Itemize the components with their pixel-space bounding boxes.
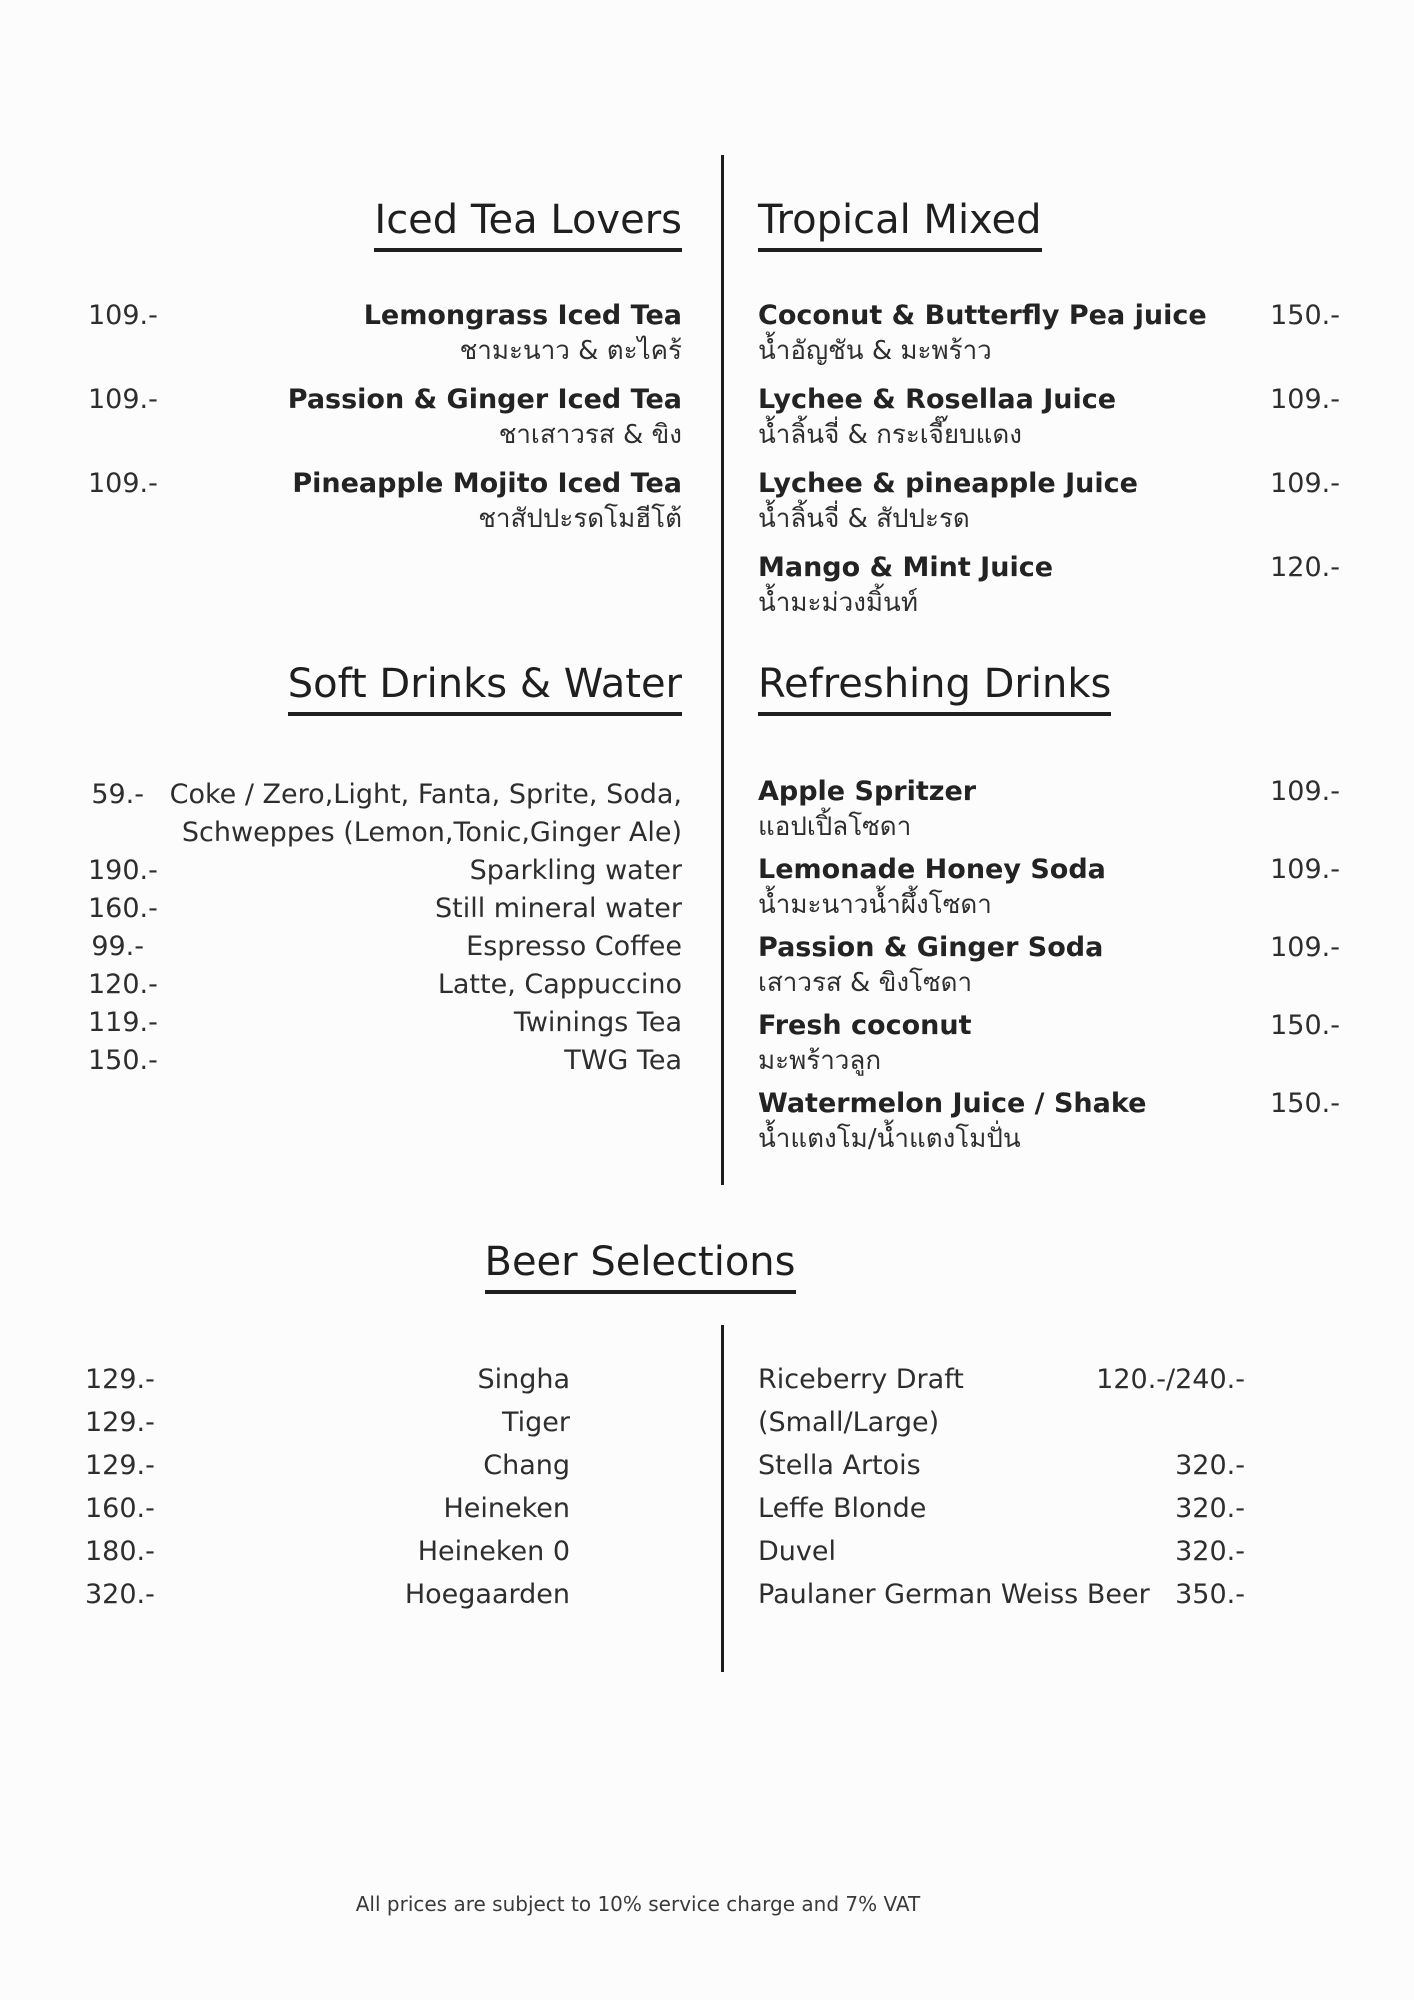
section-title-text: Iced Tea Lovers <box>374 198 682 252</box>
soft-drinks-item-list <box>88 776 682 1080</box>
menu-item-line <box>758 1086 1340 1122</box>
item-thai-name: น้ำแตงโม/น้ำแตงโมปั่น <box>758 1124 1021 1154</box>
menu-item <box>758 1086 1340 1157</box>
item-name: Espresso Coffee <box>466 931 682 962</box>
section-title-beer <box>0 1240 1280 1294</box>
item-price: 99.- <box>91 931 144 962</box>
item-price: 109.- <box>1270 932 1340 963</box>
item-price: 150.- <box>1270 300 1340 331</box>
item-name: Watermelon Juice / Shake <box>758 1088 1147 1119</box>
menu-item-line <box>758 1008 1340 1044</box>
menu-item-line <box>758 466 1340 502</box>
menu-item-line <box>88 382 682 418</box>
item-price: 109.- <box>1270 776 1340 807</box>
item-name: Mango & Mint Juice <box>758 552 1054 583</box>
item-name: Sparkling water <box>469 855 682 886</box>
item-price: 59.- <box>91 779 144 810</box>
item-thai-name: น้ำลิ้นจี่ & สัปปะรด <box>758 504 970 534</box>
item-name: Fresh coconut <box>758 1010 972 1041</box>
item-price: 119.- <box>88 1007 158 1038</box>
item-price: 109.- <box>88 300 158 331</box>
item-thai-name: น้ำลิ้นจี่ & กระเจี๊ยบแดง <box>758 420 1022 450</box>
item-price: 350.- <box>1175 1579 1245 1610</box>
item-thai-name: น้ำอัญชัน & มะพร้าว <box>758 336 992 366</box>
menu-item-line <box>85 1530 570 1573</box>
item-price: 150.- <box>1270 1088 1340 1119</box>
item-price: 320.- <box>1175 1536 1245 1567</box>
item-price: 129.- <box>85 1450 155 1481</box>
item-name: Lychee & Rosellaa Juice <box>758 384 1117 415</box>
menu-item-line <box>758 550 1340 586</box>
item-price: 160.- <box>85 1493 155 1524</box>
menu-item-line <box>85 1573 570 1616</box>
item-price: 320.- <box>85 1579 155 1610</box>
section-title-refreshing <box>758 662 1340 716</box>
item-name: Singha <box>477 1364 570 1395</box>
item-price: 180.- <box>85 1536 155 1567</box>
item-price: 320.- <box>1175 1450 1245 1481</box>
item-thai-name: ชาเสาวรส & ขิง <box>498 420 682 450</box>
item-name: Paulaner German Weiss Beer <box>758 1579 1150 1610</box>
menu-item-line <box>758 1358 1245 1444</box>
menu-item <box>758 550 1340 621</box>
item-thai-name: ชาสัปปะรดโมฮีโต้ <box>478 504 682 534</box>
item-name: Coconut & Butterfly Pea juice <box>758 300 1207 331</box>
item-price: 109.- <box>1270 854 1340 885</box>
menu-item-line <box>85 1358 570 1401</box>
menu-item-line <box>88 928 682 966</box>
menu-item-line <box>88 466 682 502</box>
column-divider-beer <box>721 1325 724 1672</box>
menu-item <box>758 466 1340 537</box>
item-name: Passion & Ginger Soda <box>758 932 1104 963</box>
item-name: Tiger <box>501 1407 570 1438</box>
item-name: Lemongrass Iced Tea <box>363 300 682 331</box>
item-name: Lychee & pineapple Juice <box>758 468 1138 499</box>
section-title-text: Beer Selections <box>485 1240 796 1294</box>
menu-item-line <box>758 1487 1245 1530</box>
menu-item-line <box>758 298 1340 334</box>
item-thai-name: แอปเปิ้ลโซดา <box>758 812 912 842</box>
menu-item-line <box>758 852 1340 888</box>
item-price: 120.- <box>88 969 158 1000</box>
footer-note: All prices are subject to 10% service charge and 7% VAT <box>355 1892 921 1916</box>
item-name: Lemonade Honey Soda <box>758 854 1106 885</box>
tropical-item-list <box>758 298 1340 634</box>
item-name: Duvel <box>758 1536 836 1567</box>
menu-item <box>758 930 1340 1001</box>
item-thai-name: ชามะนาว & ตะไคร้ <box>459 336 682 366</box>
menu-item <box>758 382 1340 453</box>
item-name: Leffe Blonde <box>758 1493 927 1524</box>
column-divider-top <box>721 155 724 1185</box>
iced-tea-item-list <box>88 298 682 550</box>
item-name: Stella Artois <box>758 1450 921 1481</box>
menu-item-line <box>88 776 682 814</box>
section-title-text: Tropical Mixed <box>758 198 1042 252</box>
item-price: 320.- <box>1175 1493 1245 1524</box>
item-price: 129.- <box>85 1407 155 1438</box>
menu-item-line <box>758 1573 1245 1616</box>
menu-item <box>88 298 682 369</box>
item-name: Heineken <box>443 1493 570 1524</box>
item-name: Apple Spritzer <box>758 776 977 807</box>
section-title-iced-tea <box>88 198 682 252</box>
item-name: Riceberry Draft (Small/Large) <box>758 1364 964 1438</box>
item-price: 120.- <box>1270 552 1340 583</box>
section-title-tropical <box>758 198 1340 252</box>
menu-item-line <box>88 1042 682 1080</box>
menu-item-line <box>85 1401 570 1444</box>
item-name: Chang <box>483 1450 570 1481</box>
menu-item-line <box>758 774 1340 810</box>
item-name-line2: Schweppes (Lemon,Tonic,Ginger Ale) <box>181 817 682 848</box>
item-name: Passion & Ginger Iced Tea <box>287 384 682 415</box>
beer-right-list <box>758 1358 1245 1616</box>
item-thai-name: น้ำมะนาวน้ำผึ้งโซดา <box>758 890 992 920</box>
menu-item-line <box>758 1444 1245 1487</box>
refreshing-item-list <box>758 774 1340 1164</box>
item-name: Twinings Tea <box>513 1007 682 1038</box>
item-price: 109.- <box>88 468 158 499</box>
item-price: 109.- <box>1270 384 1340 415</box>
menu-item <box>88 382 682 453</box>
menu-item-line <box>88 1004 682 1042</box>
menu-item <box>758 852 1340 923</box>
section-title-text: Refreshing Drinks <box>758 662 1111 716</box>
item-name: Latte, Cappuccino <box>437 969 682 1000</box>
menu-item <box>758 1008 1340 1079</box>
menu-item <box>88 466 682 537</box>
item-name: Coke / Zero,Light, Fanta, Sprite, Soda, <box>169 779 682 810</box>
menu-item <box>758 298 1340 369</box>
menu-item-line <box>88 890 682 928</box>
menu-item-line <box>758 382 1340 418</box>
menu-item-line <box>85 1487 570 1530</box>
item-thai-name: น้ำมะม่วงมิ้นท์ <box>758 588 918 618</box>
item-name: Pineapple Mojito Iced Tea <box>292 468 682 499</box>
item-price: 190.- <box>88 855 158 886</box>
item-price: 150.- <box>1270 1010 1340 1041</box>
item-thai-name: มะพร้าวลูก <box>758 1046 882 1076</box>
menu-item-line <box>88 852 682 890</box>
menu-item-line <box>88 298 682 334</box>
menu-item <box>758 774 1340 845</box>
menu-item-line <box>758 1530 1245 1573</box>
item-thai-name: เสาวรส & ขิงโซดา <box>758 968 973 998</box>
item-price: 129.- <box>85 1364 155 1395</box>
section-title-text: Soft Drinks & Water <box>288 662 682 716</box>
item-price: 120.-/240.- <box>1096 1364 1245 1395</box>
menu-item-line <box>85 1444 570 1487</box>
item-price: 150.- <box>88 1045 158 1076</box>
item-price: 109.- <box>1270 468 1340 499</box>
item-price: 160.- <box>88 893 158 924</box>
beer-left-list <box>85 1358 570 1616</box>
section-title-soft-drinks <box>88 662 682 716</box>
item-name: TWG Tea <box>564 1045 682 1076</box>
item-name: Heineken 0 <box>417 1536 570 1567</box>
menu-item-line <box>88 966 682 1004</box>
item-name: Still mineral water <box>435 893 682 924</box>
item-price: 109.- <box>88 384 158 415</box>
item-name: Hoegaarden <box>404 1579 570 1610</box>
menu-item-line <box>758 930 1340 966</box>
